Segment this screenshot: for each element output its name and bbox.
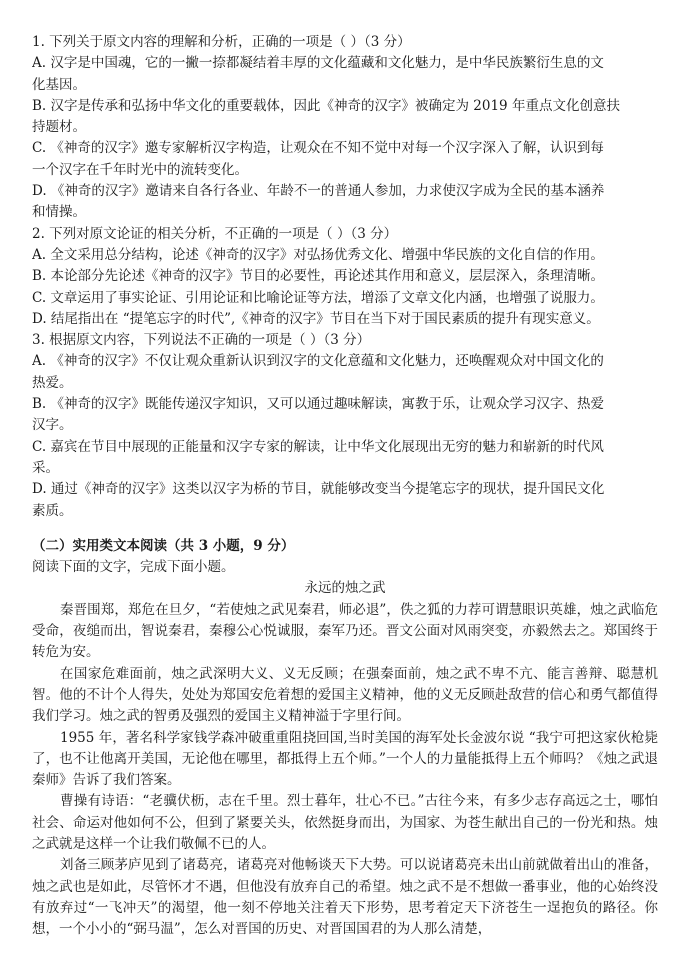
option-line: 采。 (32, 459, 59, 476)
option-line: A. 《神奇的汉字》不仅让观众重新认识到汉字的文化意蕴和文化魅力，还唤醒观众对中国文化的 (32, 353, 604, 370)
section-title: （二）实用类文本阅读（共 3 小题，9 分） (32, 537, 295, 554)
option-line: D. 通过《神奇的汉字》这类以汉字为桥的节目，就能够改变当今提笔忘字的现状，提升国民文化 (32, 481, 605, 498)
option-line: A. 汉字是中国魂，它的一撇一捺都凝结着丰厚的文化蕴藏和文化魅力，是中华民族繁衍生息的文 (32, 55, 604, 72)
option-line: 化基因。 (32, 76, 86, 93)
question-stem: 3. 根据原文内容，下列说法不正确的一项是（ ）（3 分） (32, 332, 371, 349)
option-b (32, 394, 658, 437)
reading-section (32, 536, 658, 941)
question-2 (32, 224, 658, 330)
option-c: C. 文章运用了事实论证、引用论证和比喻论证等方法，增添了文章文化内涵，也增强了说服力。 (32, 289, 604, 306)
option-line: 一个汉字在千年时光中的流转变化。 (32, 161, 248, 178)
article-paragraph: 秦晋围郑，郑危在旦夕，“若使烛之武见秦君，师必退”，佚之狐的力荐可谓慧眼识英雄，烛之武临危受命，夜缒而出，智说秦君，秦穆公心悦诚服，秦军乃还。晋文公面对风雨突变，亦毅然去之。郑国终于转危为安。 (32, 601, 658, 661)
option-line: B. 汉字是传承和弘扬中华文化的重要载体，因此《神奇的汉字》被确定为 2019 年重点文化创意扶 (32, 97, 620, 114)
article-paragraph: 在国家危难面前，烛之武深明大义、义无反顾；在强秦面前，烛之武不卑不亢、能言善辩、聪慧机智。他的不计个人得失，处处为郑国安危着想的爱国主义精神，他的义无反顾赴敌营的信心和勇气都值得我们学习。烛之武的智勇及强烈的爱国主义精神溢于字里行间。 (32, 665, 658, 725)
option-d: D. 结尾指出在 “提笔忘字的时代”,《神奇的汉字》节目在当下对于国民素质的提升有现实意义。 (32, 310, 600, 327)
option-b (32, 96, 658, 139)
option-line: B. 《神奇的汉字》既能传递汉字知识，又可以通过趣味解读，寓教于乐，让观众学习汉字、热爱 (32, 396, 605, 413)
section-gap (32, 522, 658, 536)
option-line: 和情操。 (32, 204, 86, 221)
option-d (32, 181, 658, 224)
question-stem: 2. 下列对原文论证的相关分析，不正确的一项是（ ）（3 分） (32, 225, 398, 242)
option-line: 汉字。 (32, 417, 73, 434)
option-b: B. 本论部分先论述《神奇的汉字》节目的必要性，再论述其作用和意义，层层深入，条理清晰。 (32, 268, 605, 285)
option-line: C. 《神奇的汉字》邀专家解析汉字构造，让观众在不知不觉中对每一个汉字深入了解，认识到每 (32, 140, 604, 157)
option-line: 持题材。 (32, 119, 86, 136)
option-a (32, 53, 658, 96)
option-a: A. 全文采用总分结构，论述《神奇的汉字》对弘扬优秀文化、增强中华民族的文化自信的作用。 (32, 246, 604, 263)
question-1 (32, 32, 658, 224)
option-c (32, 138, 658, 181)
option-line: D. 《神奇的汉字》邀请来自各行各业、年龄不一的普通人参加，力求使汉字成为全民的基本涵养 (32, 183, 605, 200)
article-paragraph: 刘备三顾茅庐见到了诸葛亮，诸葛亮对他畅谈天下大势。可以说诸葛亮未出山前就做着出山的准备，烛之武也是如此，尽管怀才不遇，但他没有放弃自己的希望。烛之武不是不想做一番事业，他的心始终没有放弃过“一飞冲天”的渴望，他一刻不停地关注着天下形势，思考着定天下济苍生一逞抱负的路径。你想，一个小小的“弼马温”，怎么对晋国的历史、对晋国国君的为人那么清楚， (32, 857, 658, 938)
question-stem: 1. 下列关于原文内容的理解和分析，正确的一项是（ ）（3 分） (32, 34, 411, 50)
option-d (32, 479, 658, 522)
article-title: 永远的烛之武 (304, 580, 386, 597)
section-instruction: 阅读下面的文字，完成下面小题。 (32, 559, 235, 576)
option-line: 热爱。 (32, 374, 73, 391)
option-a (32, 351, 658, 394)
option-c (32, 437, 658, 480)
option-line: 素质。 (32, 502, 73, 519)
question-3 (32, 330, 658, 522)
article-paragraph: 曹操有诗语：“老骥伏枥，志在千里。烈士暮年，壮心不已。”古往今来，有多少志存高远之士，哪怕社会、命运对他如何不公，但到了紧要关头，依然挺身而出，为国家、为苍生献出自己的一份光和热。烛之武就是这样一个让我们敬佩不已的人。 (32, 793, 658, 852)
article-paragraph: 1955 年，著名科学家钱学森冲破重重阻挠回国,当时美国的海军处长金波尔说 “我宁可把这家伙枪毙了，也不让他离开美国，无论他在哪里，都抵得上五个师。”一个人的力量能抵得上五个师吗？《烛之武退秦师》告诉了我们答案。 (32, 729, 658, 789)
option-line: C. 嘉宾在节目中展现的正能量和汉字专家的解读，让中华文化展现出无穷的魅力和崭新的时代风 (32, 438, 604, 455)
